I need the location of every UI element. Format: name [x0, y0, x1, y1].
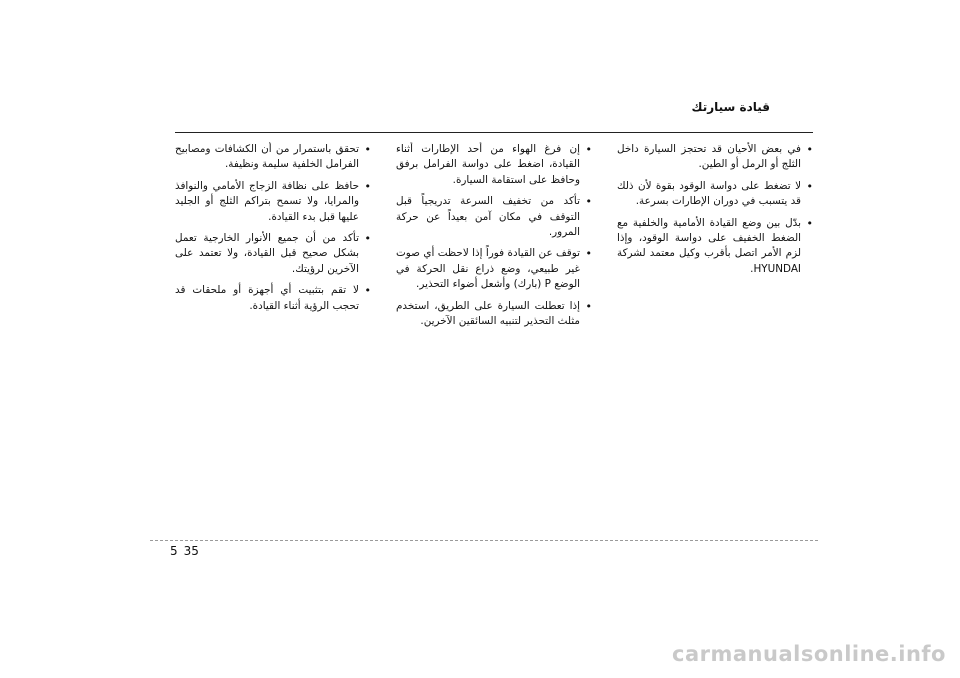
list-item: • لا تقم بتثبيت أي أجهزة أو ملحقات قد تحجب الرؤية أثناء القيادة. — [175, 284, 371, 312]
bullet-icon: • — [806, 216, 813, 230]
bullet-icon: • — [364, 143, 371, 156]
bullet-icon: • — [806, 179, 813, 193]
list-item: • إذا تعطلت السيارة على الطريق، استخدم مثلث التحذير لتنبيه السائقين الآخرين. — [396, 299, 592, 328]
text-columns — [175, 142, 813, 522]
bullet-icon: • — [364, 284, 371, 298]
bullet-icon: • — [585, 143, 592, 156]
bullet-icon: • — [364, 232, 371, 246]
page-section: 5 — [170, 544, 178, 558]
header-divider — [175, 132, 813, 133]
bullet-icon: • — [585, 195, 592, 209]
list-item: • تحقق باستمرار من أن الكشافات ومصابيح الفرامل الخلفية سليمة ونظيفة. — [175, 143, 371, 171]
page-number — [170, 544, 205, 558]
list-item: • إن فرغ الهواء من أحد الإطارات أثناء القيادة، اضغط على دواسة الفرامل برفق وحافظ على استقامة السيارة. — [396, 143, 592, 186]
column-middle — [396, 142, 592, 522]
page-index: 35 — [183, 544, 199, 558]
list-item: • في بعض الأحيان قد تحتجز السيارة داخل الثلج أو الرمل أو الطين. — [617, 143, 813, 171]
list-item: • توقف عن القيادة فوراً إذا لاحظت أي صوت غير طبيعي، وضع ذراع نقل الحركة في الوضع P (بارك) وأشعل أضواء التحذير. — [396, 247, 592, 291]
section-title: قيادة سيارتك — [691, 100, 770, 114]
list-item: • تأكد من أن جميع الأنوار الخارجية تعمل بشكل صحيح قبل القيادة، ولا تعتمد على الآخرين لرؤيتك. — [175, 232, 371, 275]
list-item: • تأكد من تخفيف السرعة تدريجياً قبل التوقف في مكان آمن بعيداً عن حركة المرور. — [396, 195, 592, 239]
watermark-text: carmanualsonline.info — [672, 642, 946, 666]
bullet-icon: • — [364, 179, 371, 193]
list-item: • حافظ على نظافة الزجاج الأمامي والنوافذ والمرايا، ولا تسمح بتراكم الثلج أو الجليد عليها قبل بدء القيادة. — [175, 179, 371, 223]
column-left — [617, 142, 813, 522]
column-right — [175, 142, 371, 522]
list-item: • بدّل بين وضع القيادة الأمامية والخلفية مع الضغط الخفيف على دواسة الوقود، وإذا لزم الأمر اتصل بأقرب وكيل معتمد لشركة HYUNDAI. — [617, 216, 813, 275]
bullet-icon: • — [806, 143, 813, 156]
footer-divider — [150, 540, 818, 541]
bullet-icon: • — [585, 299, 592, 313]
bullet-icon: • — [585, 247, 592, 261]
list-item: • لا تضغط على دواسة الوقود بقوة لأن ذلك قد يتسبب في دوران الإطارات بسرعة. — [617, 179, 813, 208]
